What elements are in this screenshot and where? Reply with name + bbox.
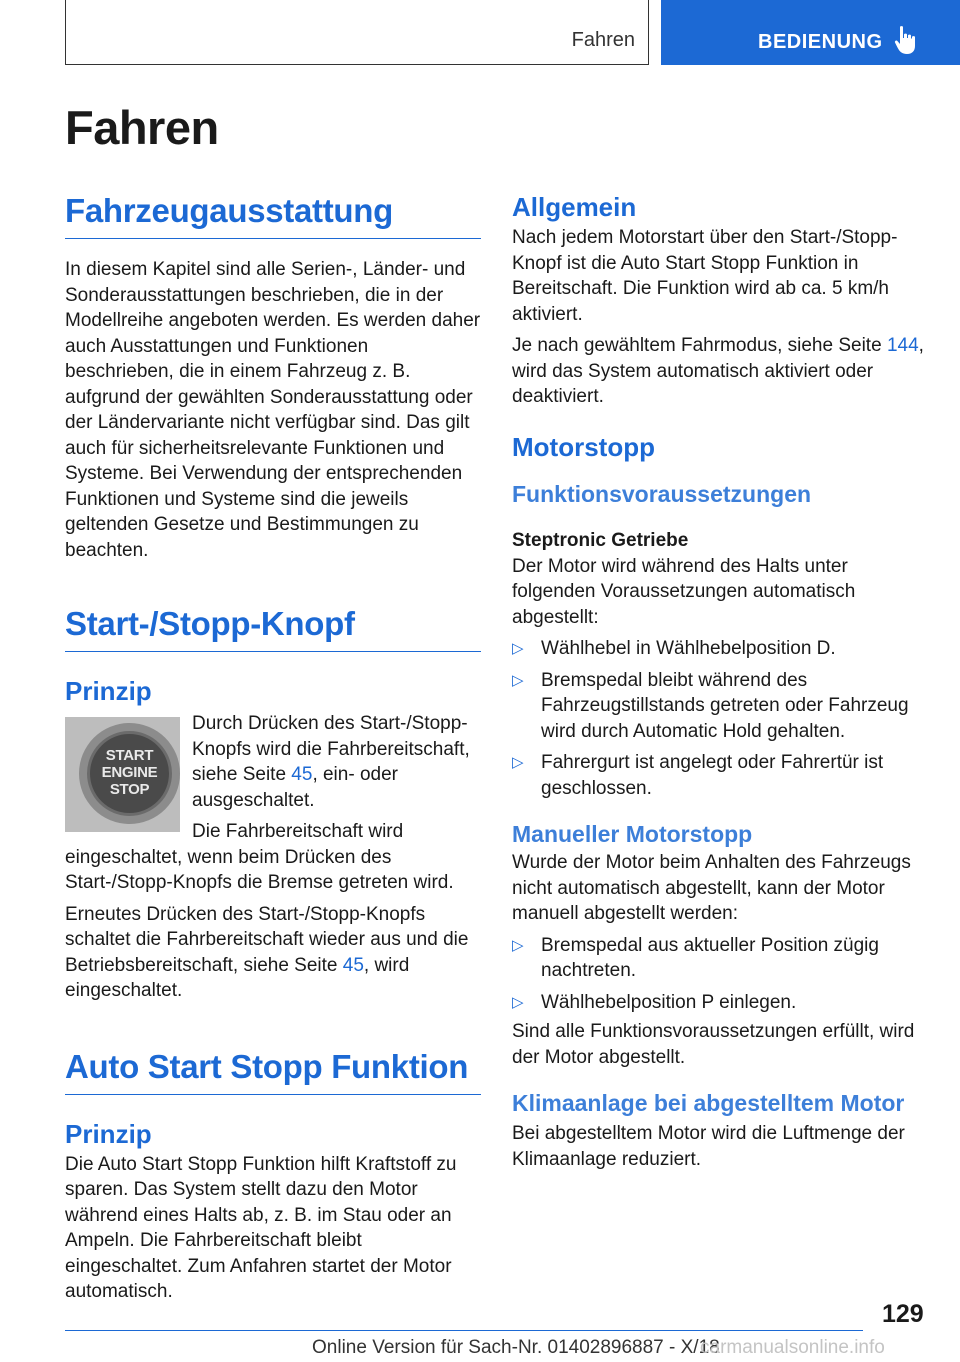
header-chapter-label: BEDIENUNG xyxy=(758,31,883,53)
footer-watermark: carmanualsonline.info xyxy=(700,1337,885,1358)
button-caption-line1: START xyxy=(105,747,154,764)
general-paragraph-1: Nach jedem Motorstart über den Start-/Stopp-Knopf ist die Auto Start Stopp Funktion in Bereitschaft. Die Funktion wird ab ca. 5 km/h aktiviert. xyxy=(512,227,898,325)
general-p2-text-a: Je nach gewähltem Fahrmodus, siehe Seite xyxy=(512,335,887,356)
page-link-45[interactable]: 45 xyxy=(291,764,313,785)
p1-text-a: Durch Drücken des Start-/Stopp-Knopfs wird die Fahrbereitschaft, siehe Seite xyxy=(192,713,470,785)
principle-paragraph-2: Die Fahrbereitschaft wird eingeschaltet, wenn beim Drücken des Start-/Stopp-Knopfs die Bremse getreten wird. xyxy=(65,821,454,893)
page-link-45-second[interactable]: 45 xyxy=(342,954,364,976)
header-chapter-tab xyxy=(661,0,960,65)
header-section-box xyxy=(65,0,649,65)
heading-principle: Prinzip xyxy=(65,676,152,706)
general-p2-text-b: , wird das System automatisch aktiviert oder deaktiviert. xyxy=(512,335,924,407)
heading-climate-control: Klimaanlage bei abgestelltem Motor xyxy=(512,1090,905,1116)
right-column xyxy=(512,192,927,1172)
heading-engine-stop: Motorstopp xyxy=(512,431,655,462)
list-item xyxy=(512,990,927,1016)
bullet-triangle-icon: ▷ xyxy=(512,671,524,689)
list-item-text: Fahrergurt ist angelegt oder Fahrertür ist geschlossen. xyxy=(541,752,884,799)
footer-version-text: Online Version für Sach-Nr. 01402896887 - X/18 xyxy=(312,1337,720,1358)
heading-start-stop-button: Start-/Stopp-Knopf xyxy=(65,605,481,652)
heading-function-prerequisites: Funktionsvoraussetzungen xyxy=(512,480,812,507)
heading-general: Allgemein xyxy=(512,192,637,222)
button-caption-line3: STOP xyxy=(109,781,150,798)
page-number: 129 xyxy=(882,1300,924,1328)
chapter-title: Fahren xyxy=(65,101,219,154)
button-caption xyxy=(87,747,172,798)
auto-principle-text: Die Auto Start Stopp Funktion hilft Kraftstoff zu sparen. Das System stellt dazu den Motor während eines Halts ab, z. B. im Stau oder an Ampeln. Die Fahrbereitschaft bleibt eingeschaltet. Zum Anfahren startet der Motor automatisch. xyxy=(65,1153,457,1302)
list-item-text: Bremspedal aus aktueller Position zügig nachtreten. xyxy=(541,934,879,981)
climate-control-text: Bei abgestelltem Motor wird die Luftmenge der Klimaanlage reduziert. xyxy=(512,1123,905,1170)
start-stop-button-image xyxy=(65,717,180,832)
hand-pointer-icon xyxy=(894,25,920,55)
list-item xyxy=(512,668,927,745)
bullet-triangle-icon: ▷ xyxy=(512,640,524,657)
p3-text-a: Erneutes Drücken des Start-/Stopp-Knopfs schaltet die Fahrbereitschaft wieder aus und die Betriebsbereitschaft, siehe Seite xyxy=(65,903,469,976)
p3-text-b: , wird eingeschaltet. xyxy=(65,954,410,1001)
p1-text-b: , ein- oder ausgeschaltet. xyxy=(192,764,398,811)
manual-stop-after-text: Sind alle Funktionsvoraussetzungen erfüllt, wird der Motor abgestellt. xyxy=(512,1021,915,1068)
heading-steptronic: Steptronic Getriebe xyxy=(512,529,689,551)
heading-auto-principle: Prinzip xyxy=(65,1118,152,1149)
button-caption-line2: ENGINE xyxy=(101,764,158,781)
list-item-text: Wählhebel in Wählhebelposition D. xyxy=(541,638,836,659)
manual-stop-bullet-list xyxy=(512,933,927,1016)
list-item xyxy=(512,933,927,984)
principle-paragraph-3 xyxy=(65,902,481,1004)
header-section-title: Fahren xyxy=(571,29,635,51)
list-item xyxy=(512,750,927,801)
bullet-triangle-icon: ▷ xyxy=(512,936,524,954)
bullet-triangle-icon: ▷ xyxy=(512,754,524,771)
list-item-text: Wählhebelposition P einlegen. xyxy=(541,991,797,1013)
bullet-triangle-icon: ▷ xyxy=(512,993,524,1011)
steptronic-bullet-list xyxy=(512,636,927,801)
heading-vehicle-equipment: Fahrzeugausstattung xyxy=(65,192,481,239)
footer-divider xyxy=(65,1330,863,1331)
steptronic-text: Der Motor wird während des Halts unter folgenden Voraussetzungen automatisch abgestellt: xyxy=(512,555,856,628)
left-column xyxy=(65,192,481,1305)
principle-section xyxy=(65,711,481,1004)
heading-manual-engine-stop: Manueller Motorstopp xyxy=(512,821,753,847)
manual-stop-text: Wurde der Motor beim Anhalten des Fahrzeugs nicht automatisch abgestellt, kann der Motor manuell abgestellt werden: xyxy=(512,852,911,924)
vehicle-equipment-text: In diesem Kapitel sind alle Serien-, Länder- und Sonderausstattungen beschrieben, die in der Modellreihe angeboten werden. Es werden daher auch Ausstattungen und Funktionen beschrieben, die in einem Fahrzeug z. B. aufgrund der gewählten Sonderausstattung oder der Ländervariante nicht verfügbar sind. Das gilt auch für sicherheitsrelevante Funktionen und Systeme. Bei Verwendung der entsprechenden Funktionen und Systeme sind die jeweils geltenden Gesetze und Bestimmungen zu beachten. xyxy=(65,259,481,561)
general-paragraph-2 xyxy=(512,333,927,410)
page-link-144[interactable]: 144 xyxy=(886,335,919,356)
list-item xyxy=(512,636,927,662)
heading-auto-start-stop: Auto Start Stopp Funktion xyxy=(65,1048,481,1095)
list-item-text: Bremspedal bleibt während des Fahrzeugstillstands getreten oder Fahrzeug wird durch Automatic Hold gehalten. xyxy=(541,669,909,742)
